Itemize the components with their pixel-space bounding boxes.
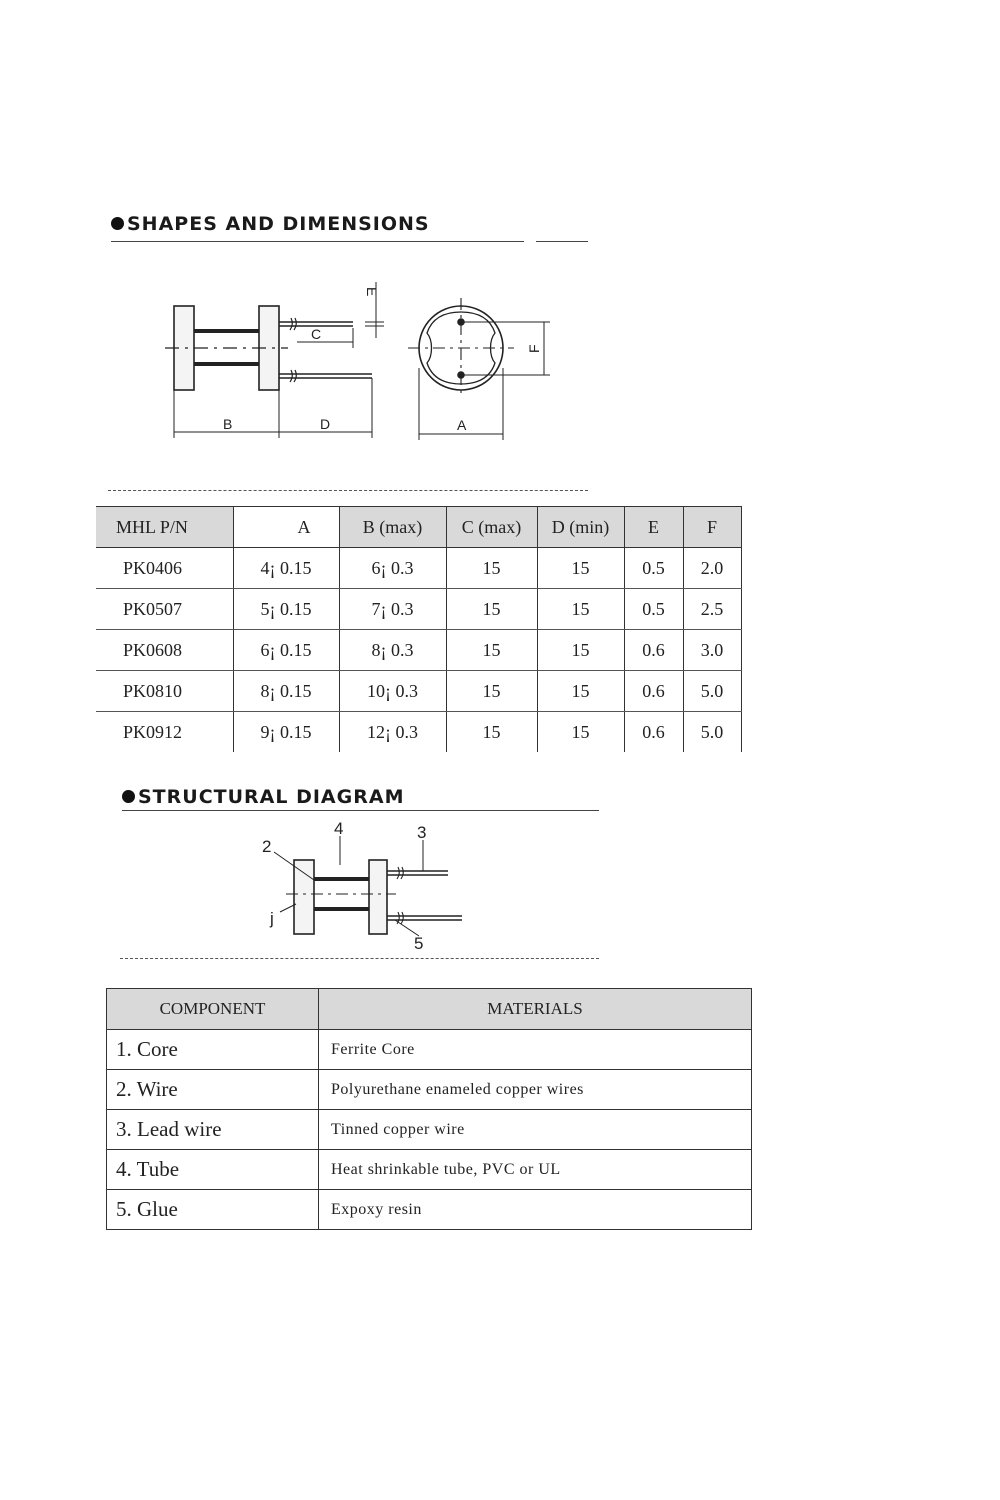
cell-a: 4¡ 0.15 (233, 548, 339, 589)
cell-f: 3.0 (683, 630, 741, 671)
shapes-dimension-drawing (160, 278, 620, 448)
table-header-row (96, 507, 741, 548)
cell-e: 0.6 (624, 630, 683, 671)
cell-a: 8¡ 0.15 (233, 671, 339, 712)
cell-component: 2. Wire (107, 1070, 319, 1110)
cell-component: 1. Core (107, 1030, 319, 1070)
materials-table (106, 988, 752, 1230)
cell-e: 0.5 (624, 589, 683, 630)
callout-3: 3 (417, 823, 427, 842)
cell-e: 0.6 (624, 712, 683, 753)
cell-material: Tinned copper wire (319, 1110, 752, 1150)
structure-title-text: STRUCTURAL DIAGRAM (138, 786, 405, 808)
header-b: B (max) (339, 507, 446, 548)
cell-part-number: PK0912 (96, 712, 233, 753)
structural-diagram (256, 816, 476, 956)
table-row (107, 1190, 752, 1230)
structure-title-underline (122, 810, 599, 811)
cell-part-number: PK0406 (96, 548, 233, 589)
cell-c: 15 (446, 712, 537, 753)
header-materials: MATERIALS (319, 989, 752, 1030)
header-c: C (max) (446, 507, 537, 548)
callout-4: 4 (334, 819, 344, 838)
cell-material: Polyurethane enameled copper wires (319, 1070, 752, 1110)
cell-part-number: PK0810 (96, 671, 233, 712)
cell-d: 15 (537, 671, 624, 712)
bullet-icon (122, 790, 135, 803)
cell-a: 6¡ 0.15 (233, 630, 339, 671)
label-f: F (526, 344, 542, 353)
table-row (96, 712, 741, 753)
cell-f: 5.0 (683, 712, 741, 753)
table-row (107, 1070, 752, 1110)
cell-f: 2.5 (683, 589, 741, 630)
cell-material: Expoxy resin (319, 1190, 752, 1230)
cell-a: 9¡ 0.15 (233, 712, 339, 753)
table-row (96, 630, 741, 671)
structure-bottom-rule (120, 958, 599, 959)
cell-component: 3. Lead wire (107, 1110, 319, 1150)
cell-b: 7¡ 0.3 (339, 589, 446, 630)
header-e: E (624, 507, 683, 548)
table-row (96, 589, 741, 630)
callout-5: 5 (414, 934, 424, 953)
header-a: A (233, 507, 339, 548)
table-row (107, 1150, 752, 1190)
cell-d: 15 (537, 589, 624, 630)
header-part-number: MHL P/N (96, 507, 233, 548)
label-b: B (223, 416, 233, 432)
shapes-title-text: SHAPES AND DIMENSIONS (127, 213, 430, 235)
header-component: COMPONENT (107, 989, 319, 1030)
cell-b: 12¡ 0.3 (339, 712, 446, 753)
table-row (96, 671, 741, 712)
cell-b: 10¡ 0.3 (339, 671, 446, 712)
cell-c: 15 (446, 589, 537, 630)
callout-2: 2 (262, 837, 272, 856)
dimensions-table (96, 506, 742, 752)
cell-d: 15 (537, 630, 624, 671)
shapes-title-underline (111, 241, 524, 242)
header-f: F (683, 507, 741, 548)
cell-c: 15 (446, 630, 537, 671)
cell-a: 5¡ 0.15 (233, 589, 339, 630)
shapes-title-underline-end (536, 241, 588, 242)
callout-1: j (270, 909, 274, 928)
cell-e: 0.5 (624, 548, 683, 589)
label-c: C (311, 326, 322, 342)
cell-component: 5. Glue (107, 1190, 319, 1230)
cell-part-number: PK0507 (96, 589, 233, 630)
table-row (107, 1110, 752, 1150)
cell-d: 15 (537, 712, 624, 753)
structure-section-title (122, 786, 404, 808)
cell-c: 15 (446, 671, 537, 712)
cell-d: 15 (537, 548, 624, 589)
table-header-row (107, 989, 752, 1030)
label-e: E (364, 287, 380, 297)
label-d: D (320, 416, 331, 432)
cell-b: 8¡ 0.3 (339, 630, 446, 671)
table-row (107, 1030, 752, 1070)
label-a: A (457, 417, 467, 433)
cell-component: 4. Tube (107, 1150, 319, 1190)
cell-material: Heat shrinkable tube, PVC or UL (319, 1150, 752, 1190)
cell-f: 2.0 (683, 548, 741, 589)
cell-f: 5.0 (683, 671, 741, 712)
cell-b: 6¡ 0.3 (339, 548, 446, 589)
shapes-section-title (111, 213, 430, 235)
cell-material: Ferrite Core (319, 1030, 752, 1070)
cell-e: 0.6 (624, 671, 683, 712)
cell-c: 15 (446, 548, 537, 589)
cell-part-number: PK0608 (96, 630, 233, 671)
shapes-bottom-rule (108, 490, 588, 491)
table-row (96, 548, 741, 589)
header-d: D (min) (537, 507, 624, 548)
bullet-icon (111, 217, 124, 230)
